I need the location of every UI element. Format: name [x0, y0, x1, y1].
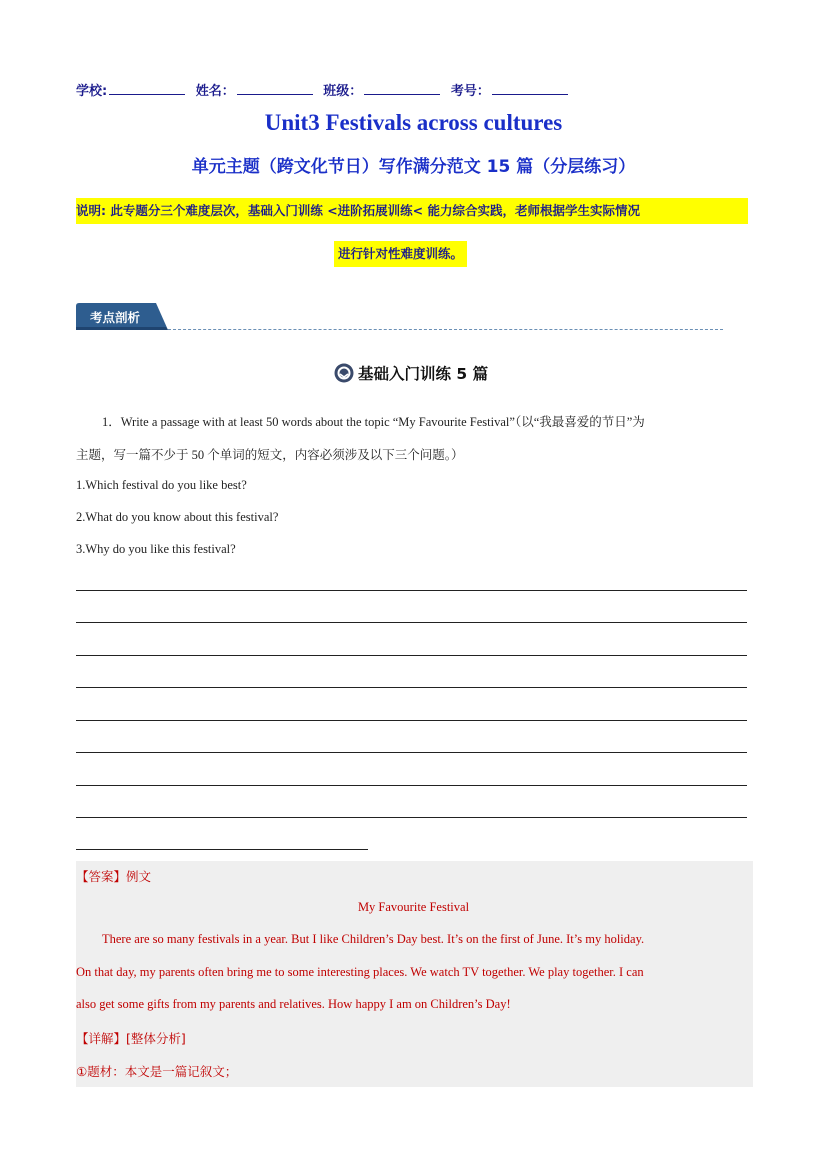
writing-line[interactable]	[76, 622, 747, 623]
badge-label: 考点剖析	[90, 310, 141, 325]
sample-essay-line1: There are so many festivals in a year. But I like Children’s Day best. It’s on the first of June. It’s my holiday.	[102, 932, 645, 946]
section-badge	[76, 303, 168, 330]
writing-line[interactable]	[76, 720, 747, 721]
name-label: 姓名：	[195, 84, 235, 99]
section-heading-text: 基础入门训练 5 篇	[358, 365, 489, 383]
exam-number-blank[interactable]	[492, 82, 568, 95]
instruction-note-line2: 进行针对性难度训练。	[334, 241, 467, 267]
exam-number-label: 考号：	[450, 84, 490, 99]
answer-label: 【答案】例文	[76, 869, 152, 884]
sample-essay-line3: also get some gifts from my parents and relatives. How happy I am on Children’s Day!	[76, 997, 511, 1011]
student-info-line	[76, 80, 572, 99]
section-divider	[168, 329, 723, 330]
analysis-point-1: ①题材：本文是一篇记叙文；	[76, 1064, 238, 1079]
section-heading	[334, 361, 488, 385]
school-blank[interactable]	[109, 82, 185, 95]
writing-line[interactable]	[76, 785, 747, 786]
writing-line[interactable]	[76, 752, 747, 753]
class-label: 班级：	[323, 84, 363, 99]
instruction-note-line1: 说明: 此专题分三个难度层次，基础入门训练 <进阶拓展训练< 能力综合实践，老师根据学生实际情况	[76, 198, 748, 224]
question-prompt-line2: 主题，写一篇不少于 50 个单词的短文，内容必须涉及以下三个问题。）	[76, 448, 464, 462]
name-blank[interactable]	[237, 82, 313, 95]
question-item-3: 3.Why do you like this festival?	[76, 542, 236, 556]
section-bullet-icon	[334, 363, 354, 383]
question-item-1: 1.Which festival do you like best?	[76, 478, 247, 492]
writing-line[interactable]	[76, 817, 747, 818]
class-blank[interactable]	[364, 82, 440, 95]
question-item-2: 2.What do you know about this festival?	[76, 510, 279, 524]
writing-line[interactable]	[76, 590, 747, 591]
document-subtitle: 单元主题（跨文化节日）写作满分范文 15 篇（分层练习）	[191, 157, 636, 177]
question-prompt-line1: 1．Write a passage with at least 50 words about the topic “My Favourite Festival”（以“我最喜爱的节日”为	[102, 415, 645, 429]
sample-essay-title: My Favourite Festival	[357, 900, 470, 914]
writing-line[interactable]	[76, 687, 747, 688]
writing-line[interactable]	[76, 655, 747, 656]
writing-line-last[interactable]	[76, 849, 368, 850]
school-label: 学校:	[76, 84, 108, 99]
sample-essay-line2: On that day, my parents often bring me to some interesting places. We watch TV together. We play together. I can	[76, 965, 644, 979]
detail-label: 【详解】[整体分析]	[76, 1031, 186, 1046]
document-title: Unit3 Festivals across cultures	[264, 110, 563, 135]
